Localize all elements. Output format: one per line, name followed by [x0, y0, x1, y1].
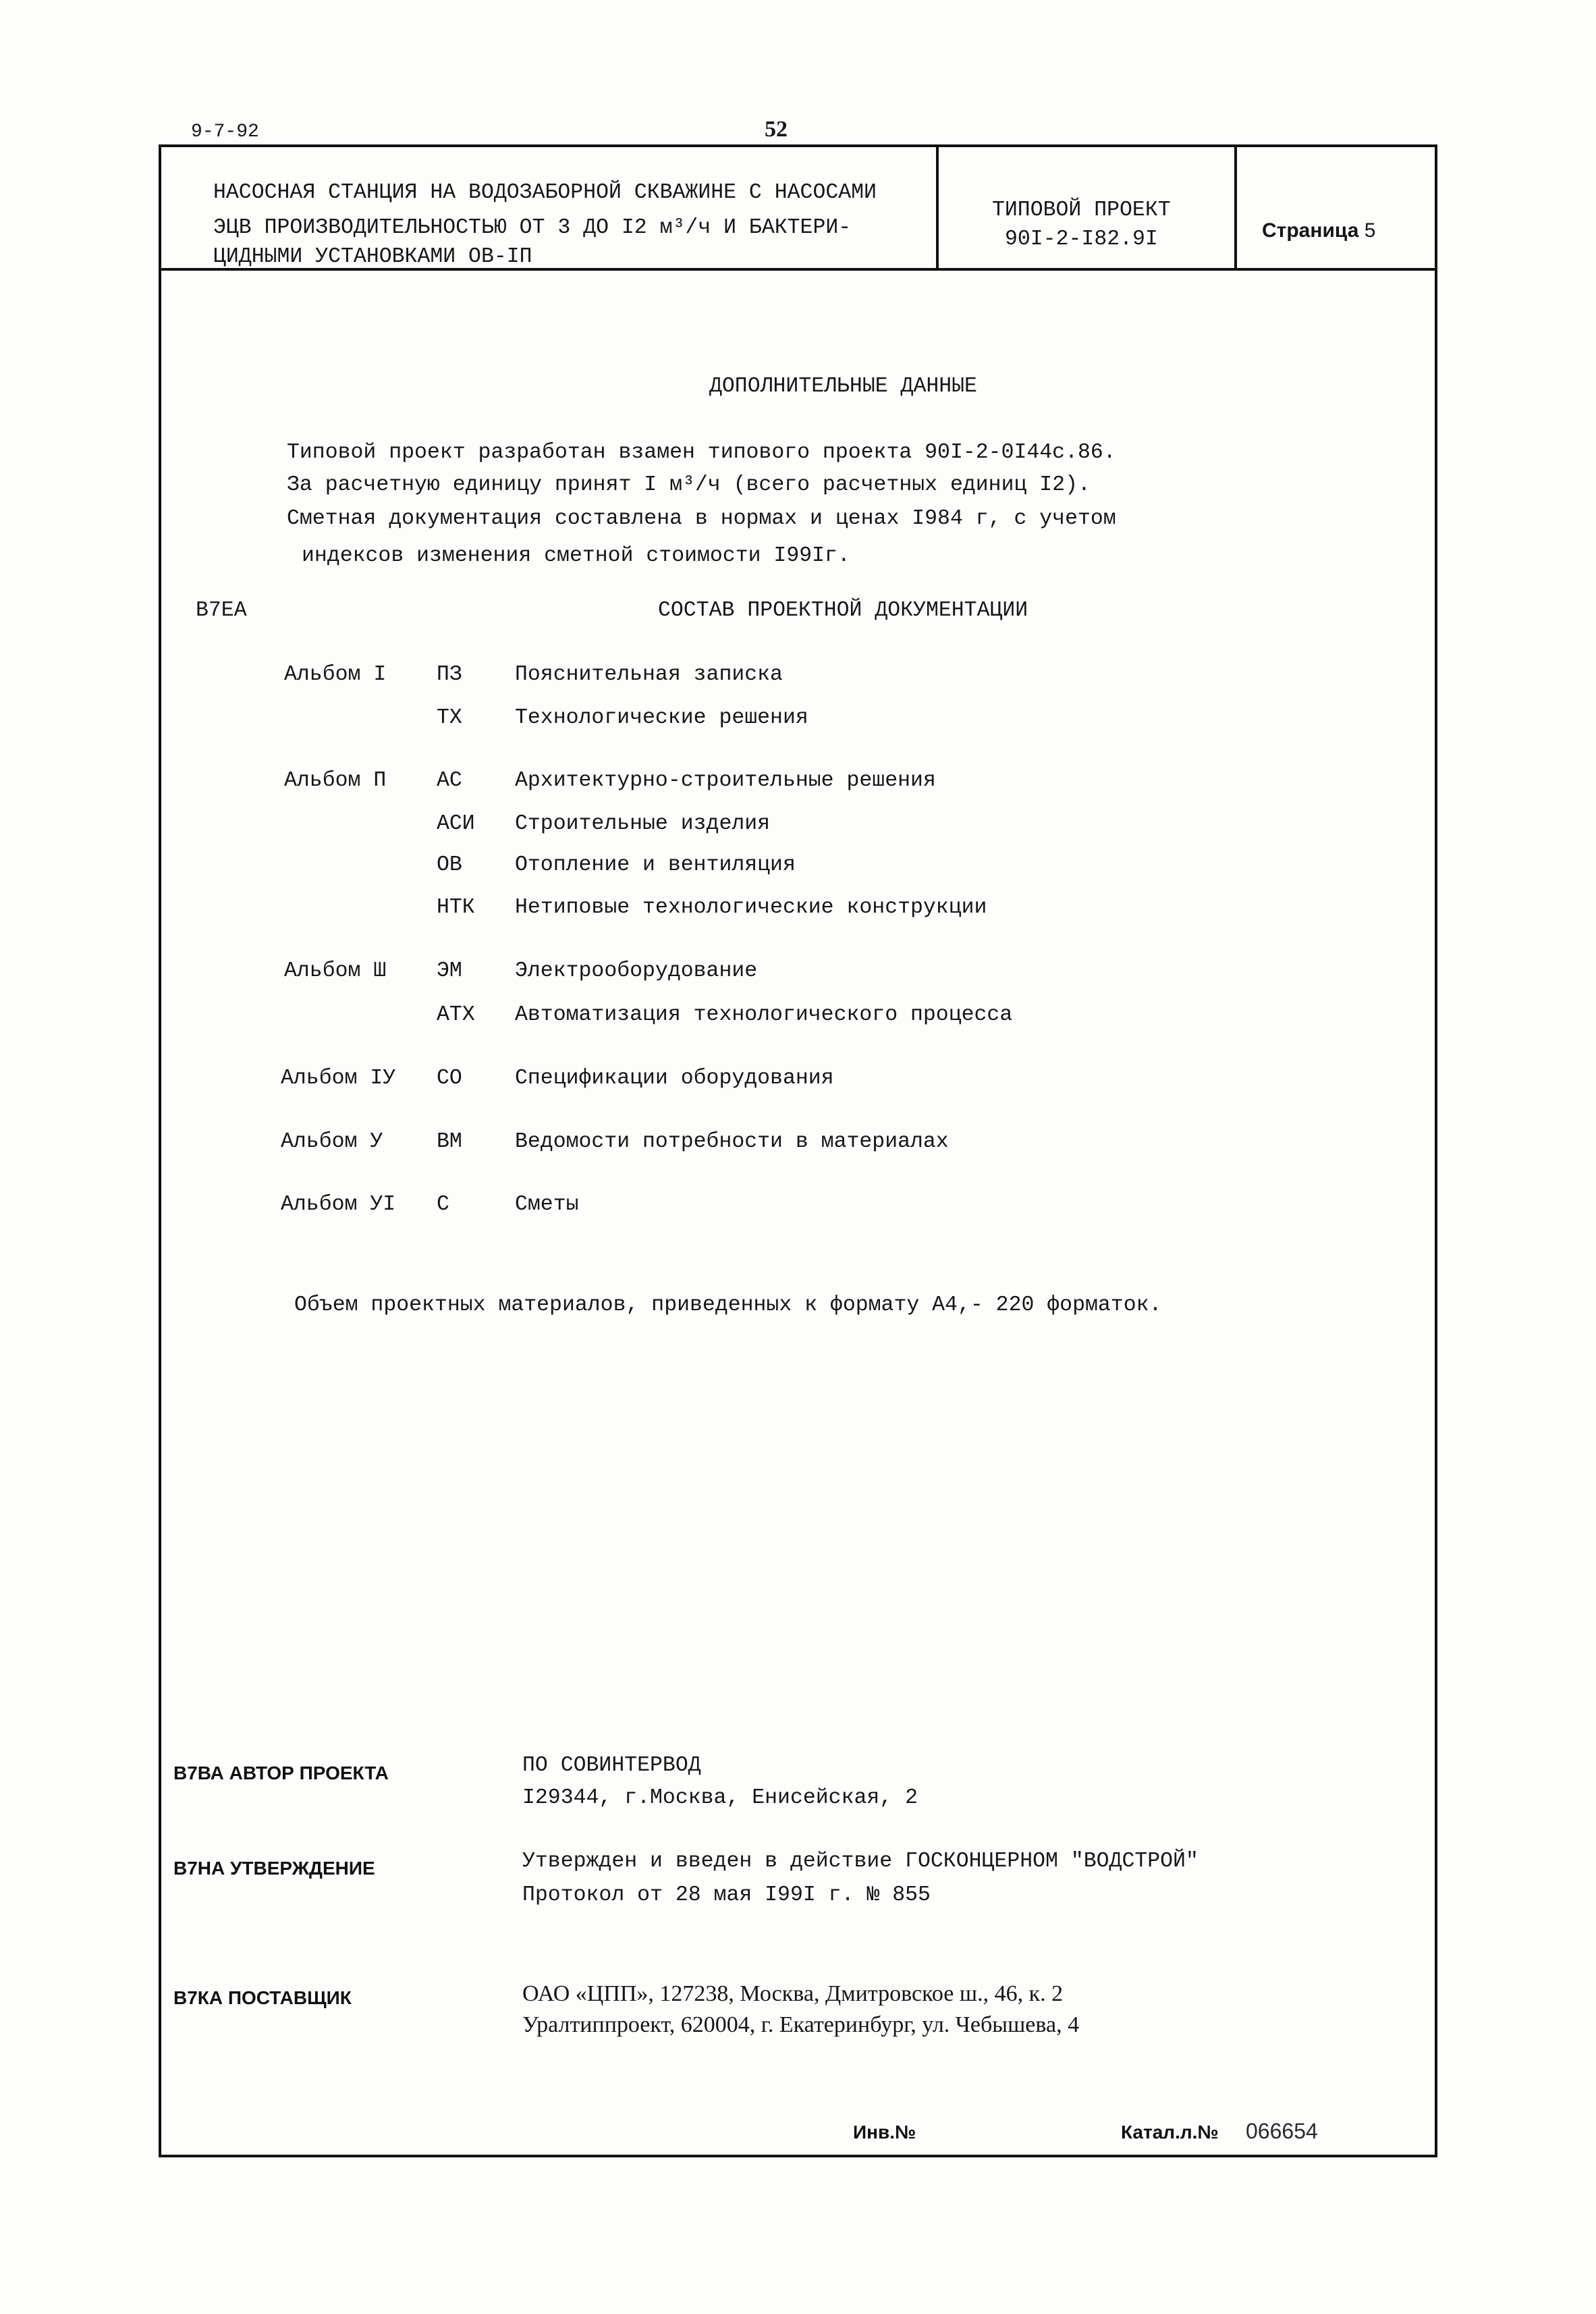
page-label: Страница: [1262, 219, 1359, 242]
section-code: АСИ: [437, 812, 475, 836]
section-code: НТК: [437, 896, 475, 919]
volume-note: Объем проектных материалов, приведенных к формату А4,- 220 форматок.: [294, 1293, 1162, 1317]
section-title: Автоматизация технологического процесса: [515, 1003, 1013, 1027]
approval-line-2: Протокол от 28 мая I99I г. № 855: [522, 1883, 931, 1907]
additional-data-line-4: индексов изменения сметной стоимости I99Iг.: [302, 544, 850, 568]
section-title: Пояснительная записка: [515, 663, 783, 687]
additional-data-line-2: За расчетную единицу принят I м³/ч (всего расчетных единиц I2).: [287, 473, 1091, 497]
section-title: Технологические решения: [515, 706, 808, 730]
composition-heading: СОСТАВ ПРОЕКТНОЙ ДОКУМЕНТАЦИИ: [658, 599, 1028, 622]
page-number: 5: [1364, 219, 1376, 242]
composition-code: В7ЕА: [196, 599, 247, 622]
section-code: ОВ: [437, 853, 462, 877]
catalog-label: Катал.л.№: [1121, 2122, 1219, 2143]
approval-line-1: Утвержден и введен в действие ГОСКОНЦЕРНОМ "ВОДСТРОЙ": [522, 1850, 1199, 1873]
header-cell-divider-right: [1234, 144, 1237, 271]
catalog-number: 066654: [1246, 2119, 1318, 2143]
project-code: 90I-2-I82.9I: [1005, 227, 1158, 251]
album-label: Альбом Ш: [284, 959, 387, 983]
album-label: Альбом П: [284, 769, 387, 792]
section-code: ПЗ: [437, 663, 462, 687]
inventory-label: Инв.№: [853, 2122, 916, 2143]
section-title: Сметы: [515, 1193, 579, 1216]
section-code: ЭМ: [437, 959, 462, 983]
supplier-line-1: ОАО «ЦПП», 127238, Москва, Дмитровское ш., 46, к. 2: [522, 1981, 1064, 2006]
section-title: Отопление и вентиляция: [515, 853, 796, 877]
section-title: Ведомости потребности в материалах: [515, 1130, 949, 1154]
section-code: ТХ: [437, 706, 462, 730]
document-date: 9-7-92: [191, 122, 259, 142]
page-indicator: [1262, 217, 1375, 244]
approval-label: В7НА УТВЕРЖДЕНИЕ: [173, 1858, 375, 1879]
album-label: Альбом У: [281, 1130, 383, 1154]
header-title-line-2: ЭЦВ ПРОИЗВОДИТЕЛЬНОСТЬЮ ОТ 3 ДО I2 м³/ч И БАКТЕРИ-: [213, 216, 852, 240]
section-code: АТХ: [437, 1003, 475, 1027]
header-cell-divider-left: [936, 144, 939, 271]
header-title-line-3: ЦИДНЫМИ УСТАНОВКАМИ ОВ-IП: [213, 245, 532, 269]
additional-data-heading: ДОПОЛНИТЕЛЬНЫЕ ДАННЫЕ: [709, 375, 977, 398]
author-line-2: I29344, г.Москва, Енисейская, 2: [522, 1786, 918, 1810]
supplier-line-2: Уралтиппроект, 620004, г. Екатеринбург, ул. Чебышева, 4: [522, 2012, 1080, 2037]
section-code: АС: [437, 769, 462, 792]
album-label: Альбом IУ: [281, 1067, 396, 1090]
author-line-1: ПО СОВИНТЕРВОД: [522, 1754, 701, 1777]
album-label: Альбом I: [284, 663, 387, 687]
supplier-label: В7КА ПОСТАВЩИК: [173, 1987, 352, 2008]
section-title: Электрооборудование: [515, 959, 758, 983]
sheet-number: 52: [765, 117, 788, 142]
section-code: СО: [437, 1067, 462, 1090]
additional-data-line-1: Типовой проект разработан взамен типового проекта 90I-2-0I44с.86.: [287, 441, 1116, 464]
album-label: Альбом УI: [281, 1193, 396, 1216]
section-title: Строительные изделия: [515, 812, 771, 836]
section-title: Спецификации оборудования: [515, 1067, 834, 1090]
project-type: ТИПОВОЙ ПРОЕКТ: [992, 198, 1171, 222]
author-label: В7ВА АВТОР ПРОЕКТА: [173, 1763, 389, 1783]
section-title: Архитектурно-строительные решения: [515, 769, 936, 792]
additional-data-line-3: Сметная документация составлена в нормах и ценах I984 г, с учетом: [287, 507, 1116, 531]
section-code: ВМ: [437, 1130, 462, 1154]
section-code: С: [437, 1193, 449, 1216]
section-title: Нетиповые технологические конструкции: [515, 896, 987, 919]
header-title-line-1: НАСОСНАЯ СТАНЦИЯ НА ВОДОЗАБОРНОЙ СКВАЖИНЕ С НАСОСАМИ: [213, 181, 877, 205]
